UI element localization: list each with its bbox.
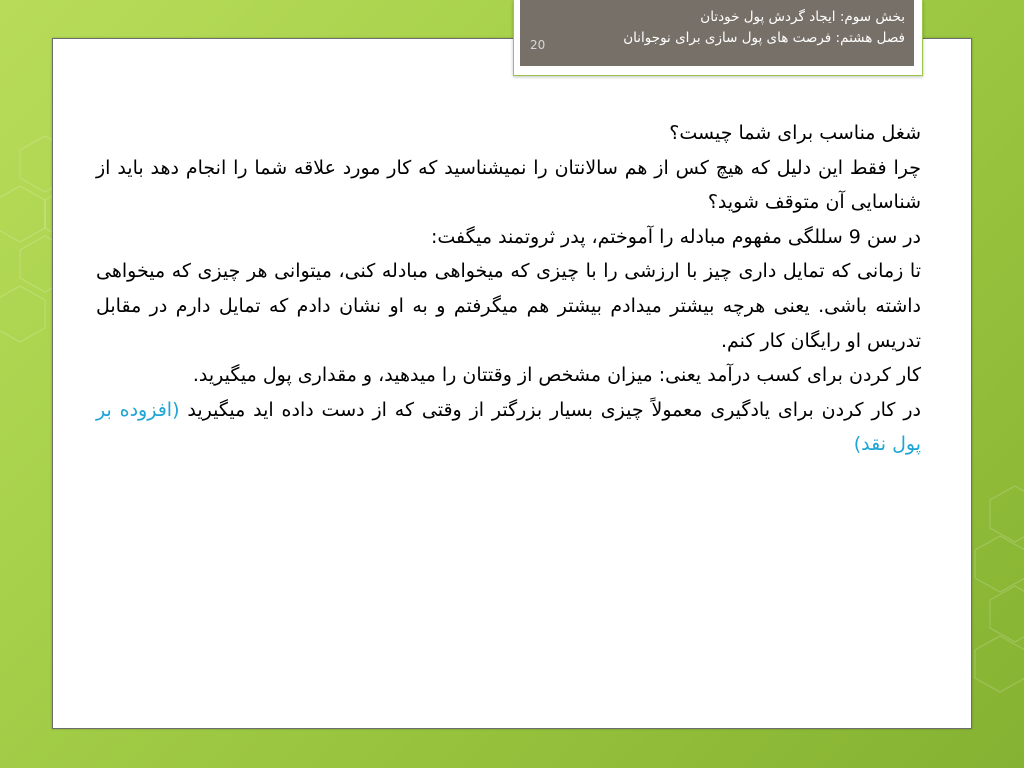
paragraph-5-highlight: (افزوده بر پول نقد) [96, 398, 921, 456]
section-title: بخش سوم: ایجاد گردش پول خودتان [700, 9, 905, 25]
paragraph-5 [96, 393, 921, 462]
slide-body-text [96, 116, 921, 462]
paragraph-1: چرا فقط این دلیل که هیچ کس از هم سالانتان را نمیشناسید که کار مورد علاقه شما را انجام دهد باید از شناسایی آن متوقف شوید؟ [96, 156, 921, 214]
paragraph-3: تا زمانی که تمایل داری چیز با ارزشی را با چیزی که میخواهی مبادله کنی، میتوانی هر چیزی که میخواهی داشته باشی. یعنی هرچه بیشتر میدادم بیشتر هم میگرفتم و به او نشان دادم که تمایل دارم در مقابل تدریس او رایگان کار کنم. [96, 260, 921, 352]
question-heading: شغل مناسب برای شما چیست؟ [669, 122, 921, 144]
page-number: 20 [530, 38, 546, 52]
paragraph-4: کار کردن برای کسب درآمد یعنی: میزان مشخص از وقتتان را میدهید، و مقداری پول میگیرید. [192, 364, 921, 387]
paragraph-2: در سن 9 سللگی مفهوم مبادله را آموختم، پدر ثروتمند میگفت: [430, 225, 921, 248]
header-box [520, 0, 914, 66]
chapter-title: فصل هشتم: فرصت های پول سازی برای نوجوانان [623, 30, 905, 46]
paragraph-5-main: در کار کردن برای یادگیری معمولاً چیزی بسیار بزرگتر از وقتی که از دست داده اید میگیرید [179, 398, 921, 421]
